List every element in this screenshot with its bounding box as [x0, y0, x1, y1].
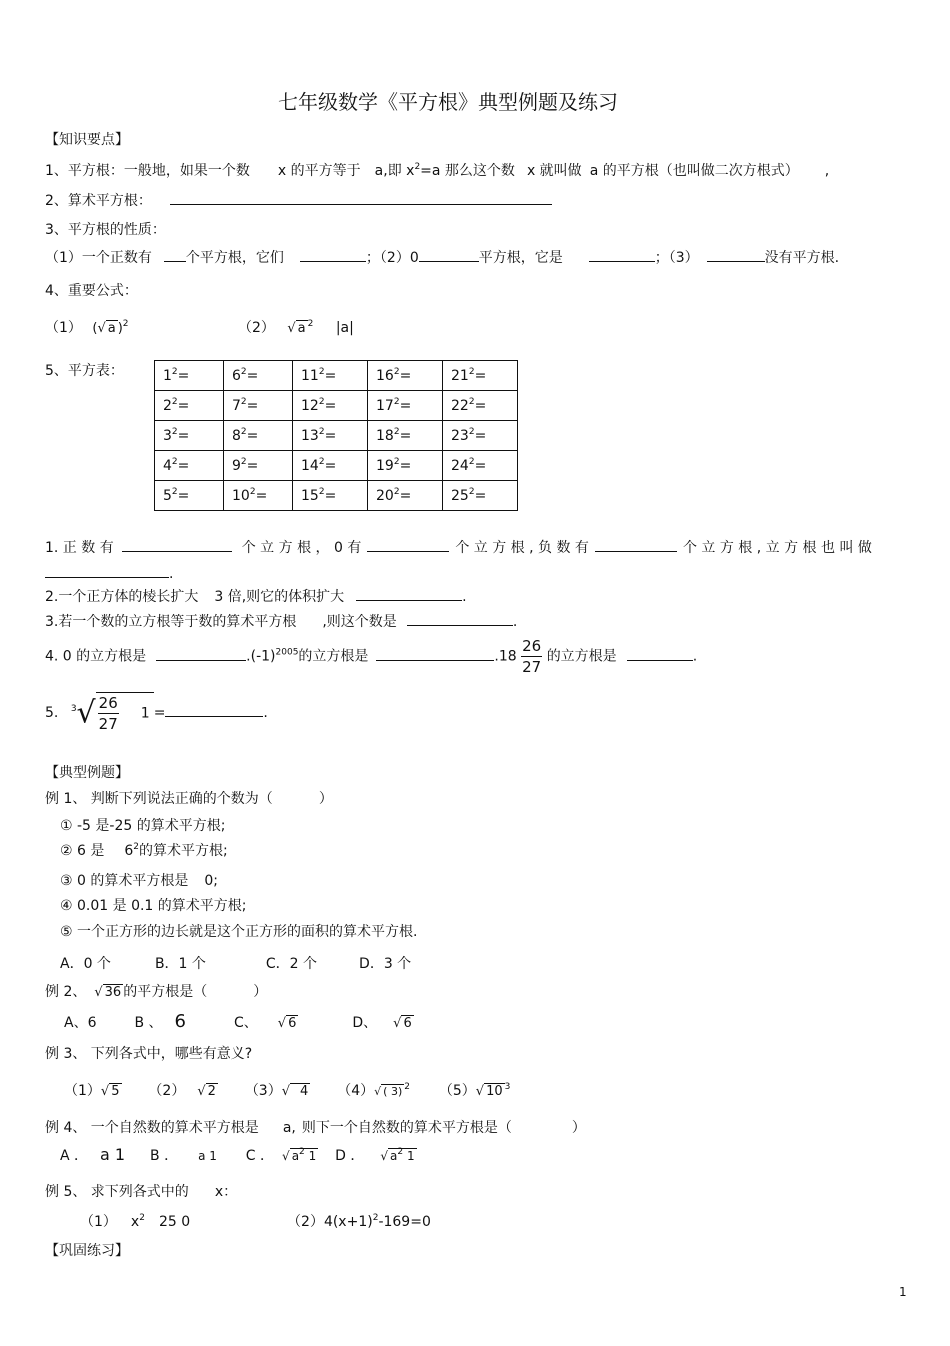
- example-1-item-5: ⑤ 一个正方形的边长就是这个正方形的面积的算术平方根.: [60, 924, 418, 940]
- example-5: 例 5、 求下列各式中的 x：: [45, 1184, 238, 1200]
- table-cell: $4^2=$: [155, 451, 224, 481]
- example-5-items: （1） $x^2$ 25 0 $(2)4(x+1)^2-169=0$: [80, 1213, 431, 1230]
- table-cell: $19^2=$: [368, 451, 443, 481]
- fraction-26-27-b: $\frac{26}{27}$: [98, 694, 118, 733]
- practice-3: 3.若一个数的立方根等于数的算术平方根 ,则这个数是 .: [45, 611, 517, 631]
- table-cell: $15^2=$: [293, 481, 368, 511]
- example-1-choices: A．0 个 B．1 个 C．2 个 D．3 个: [60, 956, 412, 972]
- table-cell: $14^2=$: [293, 451, 368, 481]
- example-4-choices: A ． a 1 B ． a 1 C ． √ $a^2$ 1 D ． √ $a^2$ 1: [60, 1145, 415, 1164]
- example-2: 例 2、 √ 36 的平方根是（ ）: [45, 984, 268, 1000]
- table-cell: $3^2=$: [155, 421, 224, 451]
- example-3: 例 3、 下列各式中，哪些有意义?: [45, 1046, 253, 1062]
- page-number: 1: [899, 1285, 907, 1299]
- table-row: [155, 391, 518, 421]
- table-cell: $24^2=$: [443, 451, 518, 481]
- table-cell: $16^2=$: [368, 361, 443, 391]
- table-cell: $8^2=$: [224, 421, 293, 451]
- table-cell: $22^2=$: [443, 391, 518, 421]
- practice-5: 5. $^3$√ $\frac{26}{27}$ 1 = .: [45, 694, 268, 733]
- table-row: [155, 361, 518, 391]
- table-cell: $5^2=$: [155, 481, 224, 511]
- example-1-item-1: ① -5 是-25 的算术平方根;: [60, 818, 226, 834]
- example-1-item-3: ③ 0 的算术平方根是 0;: [60, 873, 218, 889]
- practice-header: 【巩固练习】: [45, 1243, 129, 1259]
- table-cell: $17^2=$: [368, 391, 443, 421]
- table-cell: $21^2=$: [443, 361, 518, 391]
- table-cell: $7^2=$: [224, 391, 293, 421]
- formula-2: （2） √ a $^2$ |a|: [238, 319, 354, 336]
- knowledge-3: 3、平方根的性质：: [45, 222, 166, 238]
- table-cell: $9^2=$: [224, 451, 293, 481]
- table-cell: $20^2=$: [368, 481, 443, 511]
- table-cell: $12^2=$: [293, 391, 368, 421]
- table-cell: $13^2=$: [293, 421, 368, 451]
- knowledge-2: 2、算术平方根：: [45, 190, 552, 210]
- table-row: [155, 451, 518, 481]
- table-cell: $25^2=$: [443, 481, 518, 511]
- example-4: 例 4、 一个自然数的算术平方根是 a, 则下一个自然数的算术平方根是（ ）: [45, 1120, 586, 1136]
- table-row: [155, 481, 518, 511]
- table-cell: $10^2=$: [224, 481, 293, 511]
- fraction-26-27: $\frac{26}{27}$: [522, 637, 542, 676]
- table-cell: $18^2=$: [368, 421, 443, 451]
- examples-header: 【典型例题】: [45, 765, 129, 781]
- table-cell: $23^2=$: [443, 421, 518, 451]
- formula-1: （1） (√ a )$^2$: [45, 319, 129, 336]
- table-row: [155, 421, 518, 451]
- example-1: 例 1、 判断下列说法正确的个数为（ ）: [45, 791, 333, 807]
- knowledge-4: 4、重要公式：: [45, 283, 138, 299]
- knowledge-1: 1、平方根：一般地，如果一个数 x 的平方等于 a,即 $x^2=a$ 那么这个数 x 就叫做 a 的平方根（也叫做二次方根式） ,: [45, 162, 830, 179]
- example-1-item-2: ② 6 是 $6^2$的算术平方根;: [60, 842, 228, 859]
- example-1-item-4: ④ 0.01 是 0.1 的算术平方根;: [60, 898, 247, 914]
- example-2-choices: A、6 B 、 6 C、 √ 6 D、 √ 6: [64, 1011, 412, 1032]
- table-cell: $11^2=$: [293, 361, 368, 391]
- practice-1-cont: .: [45, 563, 173, 582]
- knowledge-5: 5、平方表：: [45, 363, 124, 379]
- square-table: [154, 360, 518, 511]
- blank: [170, 190, 552, 205]
- example-3-items: （1）√ 5 （2） √ 2 （3）√ 4 （4）√ ( 3) $^2$ （5）√ 10 $^3$: [64, 1082, 511, 1099]
- page-title: 七年级数学《平方根》典型例题及练习: [278, 90, 618, 114]
- knowledge-header: 【知识要点】: [45, 132, 129, 148]
- table-cell: $2^2=$: [155, 391, 224, 421]
- practice-2: 2.一个正方体的棱长扩大 3 倍,则它的体积扩大 .: [45, 586, 467, 606]
- practice-4: 4. 0 的立方根是 $.(-1)^{2005}$的立方根是 .18 $\frac{26}{27}$ 的立方根是 .: [45, 637, 698, 676]
- knowledge-3-line: （1）一个正数有 个平方根，它们 ；（2）0 平方根，它是 ；（3） 没有平方根.: [45, 247, 839, 267]
- table-cell: $1^2=$: [155, 361, 224, 391]
- practice-1: 1. 正 数 有 个 立 方 根 ， 0 有 个 立 方 根 , 负 数 有 个 立 方 根 , 立 方 根 也 叫 做: [45, 537, 872, 557]
- table-cell: $6^2=$: [224, 361, 293, 391]
